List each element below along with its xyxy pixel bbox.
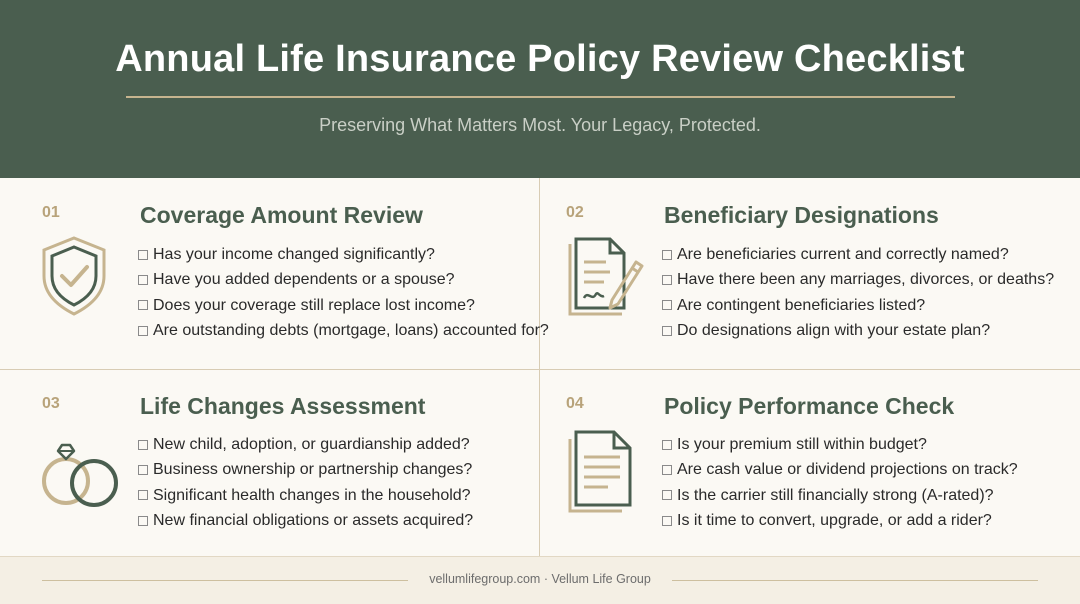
card-title: Beneficiary Designations (664, 202, 939, 228)
checklist (138, 432, 473, 533)
checkbox-icon (662, 490, 672, 500)
checkbox-icon (662, 465, 672, 475)
footer (0, 556, 1080, 604)
card-number: 01 (42, 204, 60, 221)
checklist-item: Has your income changed significantly? (138, 242, 549, 267)
card-number: 03 (42, 395, 60, 412)
checkbox-icon (138, 300, 148, 310)
checklist-item: Does your coverage still replace lost income? (138, 293, 549, 318)
checkbox-icon (662, 440, 672, 450)
card-title: Life Changes Assessment (140, 393, 426, 419)
checklist-item: Have there been any marriages, divorces, or deaths? (662, 267, 1054, 292)
card-coverage-amount-review (0, 178, 549, 368)
checklist-item: Is your premium still within budget? (662, 432, 1018, 457)
checklist-item: New child, adoption, or guardianship added? (138, 432, 473, 457)
checklist-item: Is the carrier still financially strong (A-rated)? (662, 483, 1018, 508)
checklist-item: Have you added dependents or a spouse? (138, 267, 549, 292)
checkbox-icon (138, 440, 148, 450)
checklist (662, 242, 1054, 343)
page-subtitle: Preserving What Matters Most. Your Legacy, Protected. (319, 115, 761, 135)
title-divider (126, 96, 955, 98)
checkbox-icon (138, 490, 148, 500)
shield-check-icon (38, 234, 110, 318)
checkbox-icon (662, 250, 672, 260)
card-title: Policy Performance Check (664, 393, 955, 419)
checkbox-icon (662, 300, 672, 310)
checklist-item: Are cash value or dividend projections on track? (662, 457, 1018, 482)
checkbox-icon (662, 326, 672, 336)
card-number: 04 (566, 395, 584, 412)
checklist-item: Significant health changes in the household? (138, 483, 473, 508)
document-pen-icon (564, 236, 648, 320)
checkbox-icon (138, 250, 148, 260)
header-banner (0, 0, 1080, 178)
checkbox-icon (662, 516, 672, 526)
checklist (662, 432, 1018, 533)
checklist-item: Business ownership or partnership changes? (138, 457, 473, 482)
checkbox-icon (138, 326, 148, 336)
checkbox-icon (662, 275, 672, 285)
checklist-item: Are outstanding debts (mortgage, loans) accounted for? (138, 318, 549, 343)
page-title: Annual Life Insurance Policy Review Checklist (115, 38, 965, 80)
card-policy-performance-check (540, 369, 1080, 559)
wedding-rings-icon (38, 439, 122, 509)
checkbox-icon (138, 275, 148, 285)
footer-text: vellumlifegroup.com · Vellum Life Group (429, 572, 651, 586)
card-number: 02 (566, 204, 584, 221)
stacked-documents-icon (566, 429, 638, 515)
checklist (138, 242, 549, 343)
checklist-item: Is it time to convert, upgrade, or add a rider? (662, 508, 1018, 533)
checklist-item: New financial obligations or assets acquired? (138, 508, 473, 533)
card-life-changes-assessment (0, 369, 540, 559)
card-beneficiary-designations (540, 178, 1080, 368)
checklist-item: Do designations align with your estate plan? (662, 318, 1054, 343)
card-title: Coverage Amount Review (140, 202, 423, 228)
checklist-item: Are beneficiaries current and correctly named? (662, 242, 1054, 267)
checkbox-icon (138, 465, 148, 475)
checklist-item: Are contingent beneficiaries listed? (662, 293, 1054, 318)
checkbox-icon (138, 516, 148, 526)
